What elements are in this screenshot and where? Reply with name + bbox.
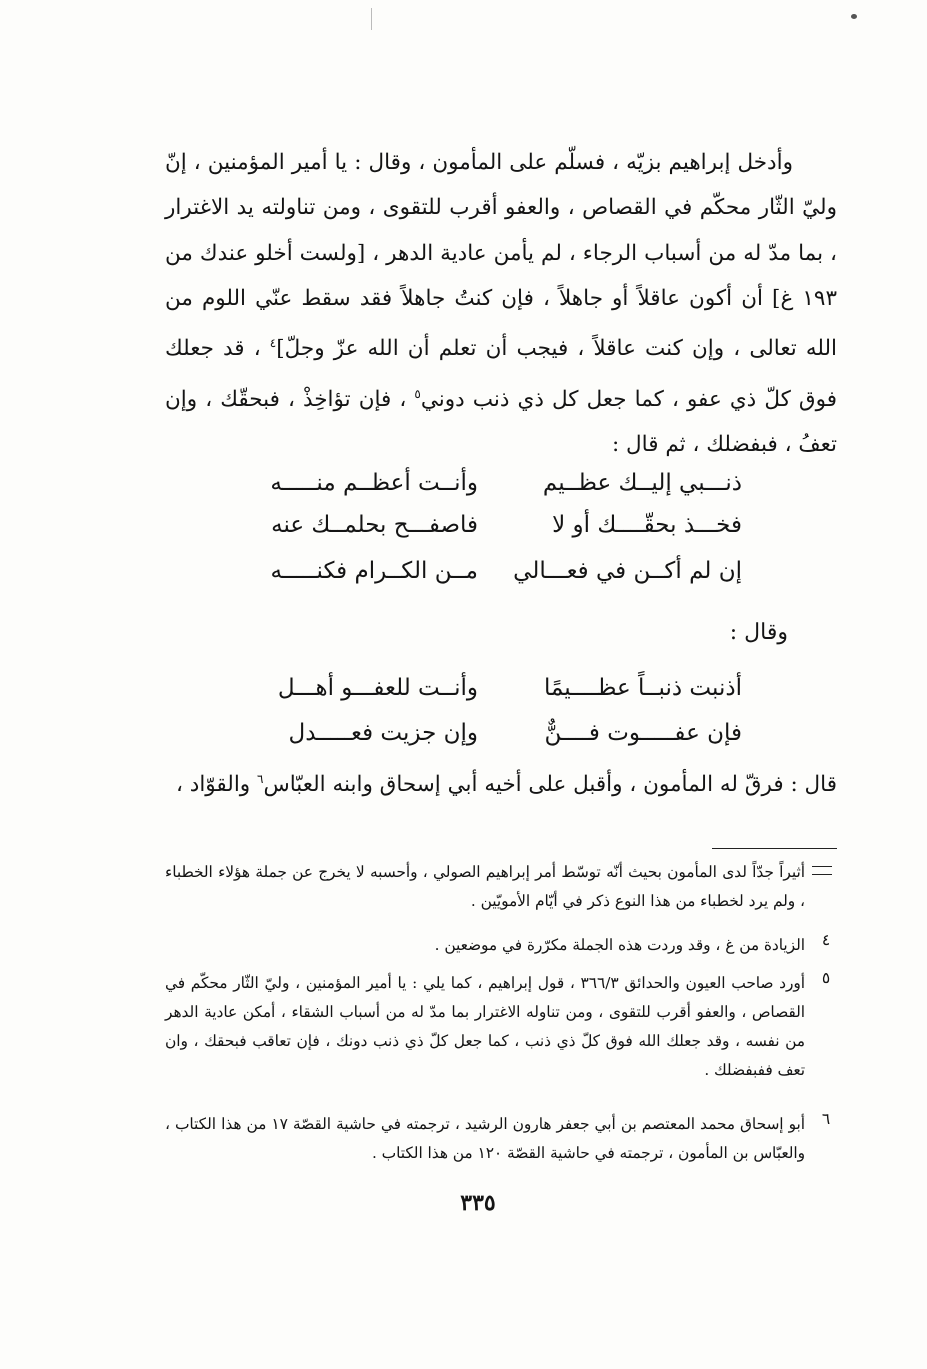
verse-hemistich-right: فإن عفـــــوت فــــنٌّ [544, 720, 742, 746]
footnote-continued: أثيراً جدّاً لدى المأمون بحيث أنّه توسّط أمر إبراهيم الصولي ، وأحسبه لا يخرج عن جملة هؤلاء الخطباء ، ولم يرد لخطباء من هذا النوع ذكر في أيّام الأمويّين . [165, 863, 805, 910]
scan-speck [851, 14, 857, 19]
footnote-6: أبو إسحاق محمد المعتصم بن أبي جعفر هارون الرشيد ، ترجمته في حاشية القصّة ١٧ من هذا الكتاب ، والعبّاس بن المأمون ، ترجمته في حاشية القصّة ١٢٠ من هذا الكتاب . [165, 1115, 805, 1162]
verse-hemistich-left: فاصفـــح بحلمــك عنه [271, 512, 478, 538]
footnote-5: أورد صاحب العيون والحدائق ٣٦٦/٣ ، قول إبراهيم ، كما يلي : يا أمير المؤمنين ، وليّ الثّار محكّم في القصاص ، والعفو أقرب للتقوى ، ومن تناوله الاغترار بما مدّ له من أسباب الشقاء ، أمكن عادية الدهر من نفسه ، وقد جعلك الله فوق كلّ ذي ذنب ، كما جعل كلّ ذي ذنب دونك ، فإن تعاقب فبحقك ، وان تعف ففبفضلك . [165, 974, 805, 1079]
footnote-number: ٥ [821, 969, 831, 987]
continuation-mark-icon [812, 866, 832, 875]
verse-intro-label: وقال : [729, 620, 788, 645]
closing-line [165, 772, 837, 797]
footnote-separator [712, 848, 837, 849]
verse-hemistich-right: إن لم أكــن في فعـــالي [513, 558, 742, 584]
page-number: ٣٣٥ [460, 1190, 496, 1216]
footnote-ref-5[interactable]: ٥ [414, 386, 421, 401]
verse-hemistich-left: مــن الكــرام فكنـــــه [270, 558, 478, 584]
footnote-ref-4[interactable]: ٤ [269, 336, 277, 351]
main-paragraph [165, 140, 837, 467]
paragraph-text: ، قد جعلك فوق كلّ ذي عفو ، كما جعل كل ذي ذنب دوني [165, 336, 837, 412]
paragraph-text: ، فإن تؤاخِذْ ، فبحقّك ، وإن تعفُ ، فبفضلك ، ثم قال : [165, 386, 837, 458]
verse-hemistich-left: وأنــت أعظــم منـــــه [270, 470, 478, 496]
closing-text: قال : فرقّ له المأمون ، وأقبل على أخيه أبي إسحاق وابنه العبّاس [263, 772, 837, 798]
footnote-4: الزيادة من غ ، وقد وردت هذه الجملة مكرّرة في موضعين . [434, 936, 805, 954]
footnote-number: ٦ [821, 1110, 831, 1128]
verse-hemistich-right: أذنبت ذنبــاً عظــــيمًا [543, 675, 742, 701]
closing-text-end: والقوّاد ، [175, 772, 258, 798]
verse-hemistich-right: ذنـــبي إليــك عظــيم [542, 470, 742, 496]
verse-hemistich-left: وإن جزيت فعـــــدل [288, 720, 478, 746]
footnote-number: ٤ [821, 931, 831, 949]
paragraph-text: وأدخل إبراهيم بزيّه ، فسلّم على المأمون ، وقال : يا أمير المؤمنين ، إنّ وليّ الثّار محكّم في القصاص ، والعفو أقرب للتقوى ، ومن تناولته يد الاغترار ، بما مدّ له من أسباب الرجاء ، لم يأمن عادية الدهر ، [ولست أخلو عندك من ١٩٣ غ] أن أكون عاقلاً أو جاهلاً ، فإن كنتُ جاهلاً فقد سقط عنّي اللوم من الله تعالى ، وإن كنت عاقلاً ، فيجب أن تعلم أن الله عزّ وجلّ] [165, 150, 837, 362]
footnote-ref-6[interactable]: ٦ [257, 772, 264, 786]
scan-speck [371, 8, 372, 30]
verse-hemistich-right: فخـــذ بحقّــــك أو لا [552, 512, 742, 538]
verse-hemistich-left: وأنــت للعفـــو أهـــل [277, 675, 478, 701]
